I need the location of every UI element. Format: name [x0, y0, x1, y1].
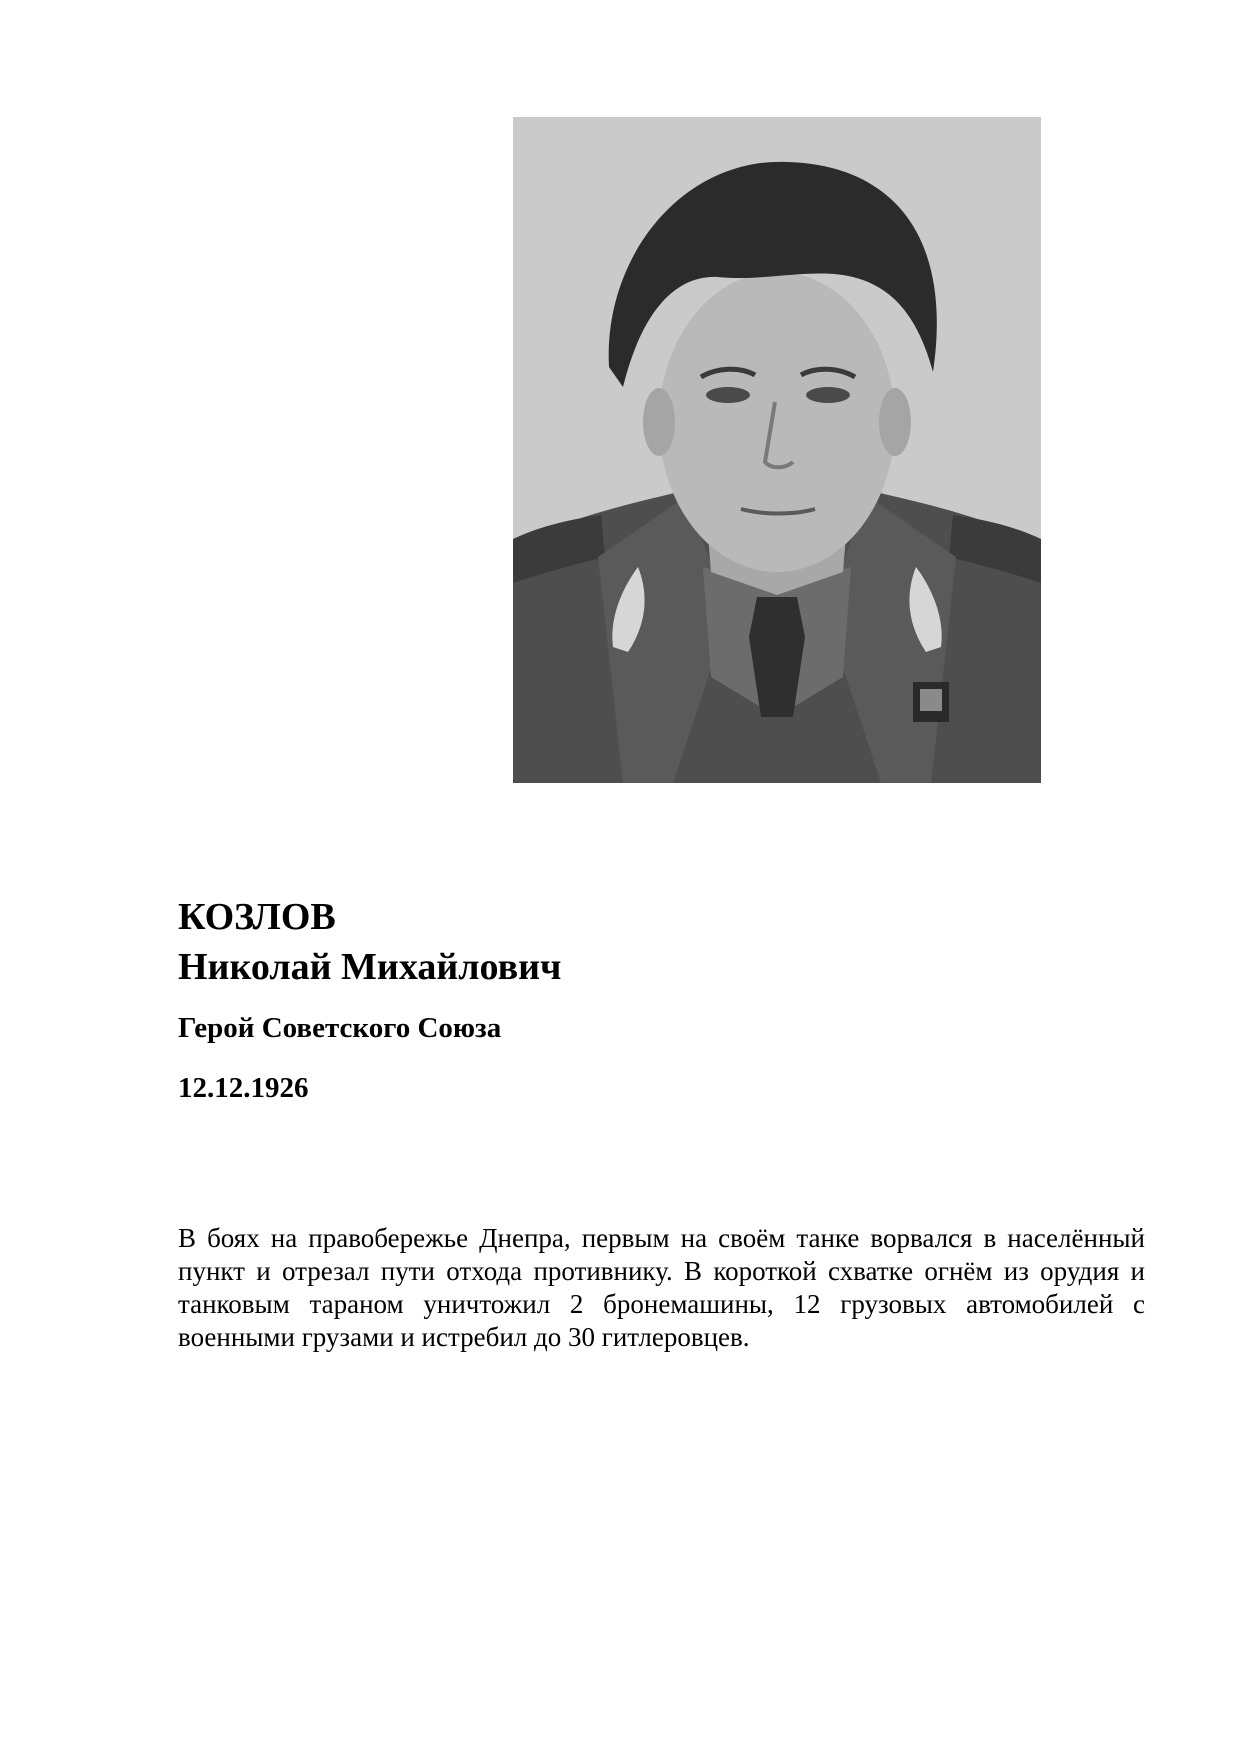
portrait-illustration — [513, 117, 1041, 783]
person-given-names: Николай Михайлович — [178, 946, 562, 988]
portrait-photo — [513, 117, 1041, 783]
person-birth-date: 12.12.1926 — [178, 1072, 309, 1104]
biography-paragraph: В боях на правобережье Днепра, первым на своём танке ворвался в населённый пункт и отрезал пути отхода противнику. В короткой схватке огнём из орудия и танковым тараном уничтожил 2 бронемашины, 12 грузовых автомобилей с военными грузами и истребил до 30 гитлеровцев. — [178, 1223, 1145, 1352]
person-header — [178, 892, 1138, 1108]
person-surname: КОЗЛОВ — [178, 896, 336, 938]
person-title: Герой Советского Союза — [178, 1012, 502, 1044]
